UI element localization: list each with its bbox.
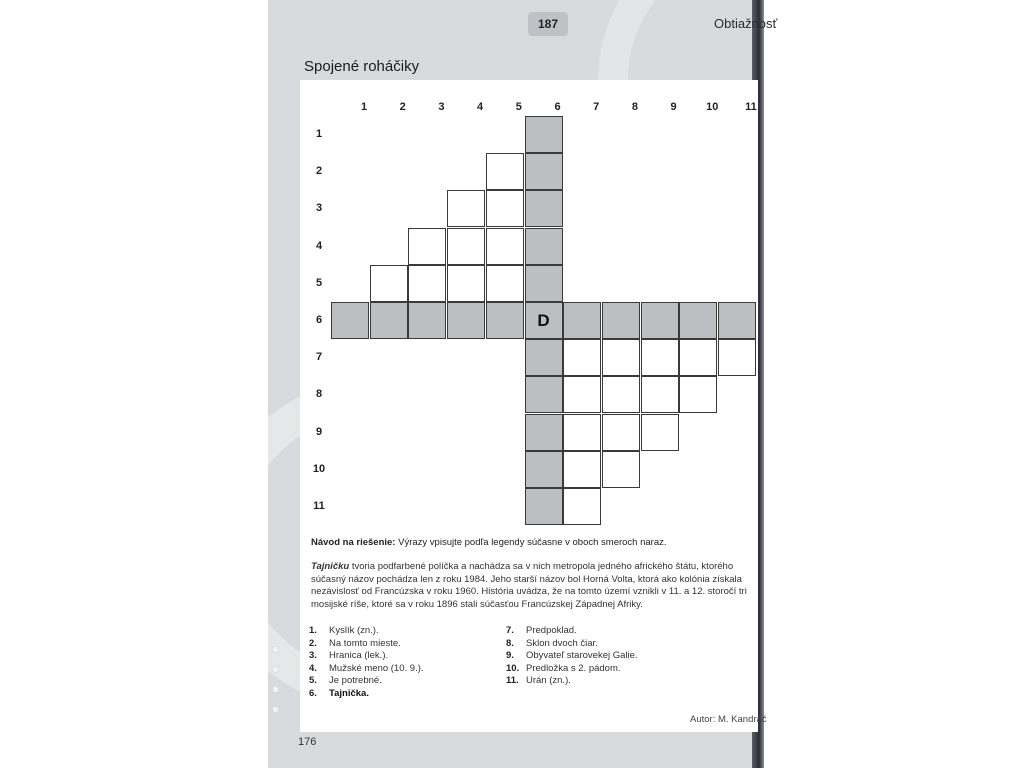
grid-cell[interactable] [679,339,717,376]
column-number: 1 [360,101,368,113]
clue-item [506,625,577,637]
clue-number: 5. [309,675,317,687]
binder-hole [272,686,279,693]
clue-item [506,650,638,662]
difficulty-label: Obtiažnosť [714,16,778,31]
clue-text: Je potrebné. [329,675,382,687]
grid-cell-secret[interactable] [718,302,756,339]
grid-cell[interactable] [602,451,640,488]
grid-cell-secret[interactable] [486,302,524,339]
author-credit: Autor: M. Kandráč [690,714,767,725]
row-number: 8 [315,388,323,401]
grid-cell[interactable] [563,451,601,488]
grid-cell[interactable] [563,414,601,451]
clue-number: 2. [309,637,317,649]
clue-item [309,675,382,687]
grid-cell-given-letter[interactable]: D [525,302,563,339]
clue-text: Predpoklad. [526,625,577,636]
clue-number: 10. [506,662,520,674]
clue-number: 1. [309,625,317,636]
clue-text: Kyslík (zn.). [329,625,379,636]
grid-cell[interactable] [563,376,601,413]
clue-number: 4. [309,662,317,674]
grid-cell[interactable] [486,190,524,227]
left-background [0,0,268,768]
grid-cell[interactable] [408,265,446,302]
grid-cell[interactable] [447,228,485,265]
grid-cell-secret[interactable] [679,302,717,339]
grid-cell-secret[interactable] [525,190,563,227]
grid-cell-secret[interactable] [525,265,563,302]
clue-number: 6. [309,688,317,699]
secret-text: tvoria podfarbené políčka a nachádza sa v nich metropola jedného afrického štátu, ktorého súčasný názov pochádza len z roku 1984. Jeho starší názov bol Horná Volta, ktorá ako kolónia získala nezávislosť od Francúzska v roku 1960. História uvádza, že na tomto území vznikli v 11. a 12. storočí tri mosijské ríše, ktoré sa v roku 1896 stali súčasťou Francúzskej Západnej Afriky. [311,561,747,610]
clue-number: 11. [506,675,519,687]
grid-cell[interactable] [641,376,679,413]
grid-cell-secret[interactable] [525,414,563,451]
puzzle-title: Spojené roháčiky [304,58,420,75]
grid-cell[interactable] [486,265,524,302]
grid-cell-secret[interactable] [447,302,485,339]
puzzle-number-badge: 187 [528,12,568,36]
grid-cell-secret[interactable] [370,302,408,339]
secret-lead: Tajničku [311,561,350,572]
clue-number: 9. [506,650,514,662]
grid-cell-secret[interactable] [525,228,563,265]
instructions-text: Výrazy vpisujte podľa legendy súčasne v oboch smeroch naraz. [395,537,667,548]
binder-hole [272,646,279,653]
column-number: 10 [706,101,719,113]
column-number: 3 [438,101,445,113]
right-background [760,0,1024,768]
grid-cell-secret[interactable] [525,153,563,190]
row-number: 1 [315,128,323,140]
grid-cell[interactable] [370,265,408,302]
row-number: 7 [315,351,323,364]
grid-cell[interactable] [641,339,679,376]
grid-cell[interactable] [679,376,717,413]
grid-cell[interactable] [602,414,640,451]
clue-item [309,663,424,675]
grid-cell-secret[interactable] [525,339,563,376]
grid-cell[interactable] [602,376,640,413]
clue-item [309,688,369,700]
column-number: 6 [554,101,561,113]
column-number: 9 [670,101,677,113]
column-number: 4 [477,101,484,113]
grid-cell-secret[interactable] [602,302,640,339]
row-number: 9 [315,425,323,438]
clue-text: Predložka s 2. pádom. [526,662,621,674]
column-number: 7 [593,101,600,113]
grid-cell[interactable] [447,265,485,302]
clue-text: Mužské meno (10. 9.). [329,662,424,674]
clue-item [506,638,598,650]
row-number: 6 [315,314,323,326]
secret-description [311,561,758,611]
row-number: 2 [315,165,323,178]
grid-cell-secret[interactable] [641,302,679,339]
clue-number: 3. [309,650,317,662]
clue-text: Hranica (lek.). [329,650,389,662]
clue-item [309,625,379,637]
row-number: 5 [315,276,323,289]
clue-text: Sklon dvoch čiar. [526,637,598,649]
clue-text: Urán (zn.). [526,675,571,687]
column-number: 8 [631,101,638,113]
clue-item [309,650,388,662]
grid-cell-secret[interactable] [525,451,563,488]
row-number: 11 [313,500,325,512]
page-number: 176 [298,736,317,748]
grid-cell[interactable] [408,228,446,265]
binder-hole [272,706,279,713]
grid-cell[interactable] [447,190,485,227]
grid-cell[interactable] [563,488,601,525]
grid-cell[interactable] [718,339,756,376]
clue-text: Obyvateľ starovekej Galie. [526,650,638,662]
row-number: 4 [315,239,323,252]
grid-cell-secret[interactable] [408,302,446,339]
instructions [311,537,756,548]
grid-cell-secret[interactable] [563,302,601,339]
clue-item [506,675,571,687]
column-number: 11 [745,101,757,113]
grid-cell[interactable] [641,414,679,451]
clue-text: Na tomto mieste. [329,637,401,649]
grid-cell[interactable] [602,339,640,376]
clue-item [506,663,621,675]
row-number: 10 [312,462,326,475]
grid-cell-secret[interactable] [525,116,563,153]
grid-cell[interactable] [486,228,524,265]
grid-cell-secret[interactable] [525,488,563,525]
clue-text: Tajnička. [329,688,369,699]
column-number: 2 [399,101,406,113]
grid-cell[interactable] [486,153,524,190]
clue-number: 8. [506,637,514,649]
clue-item [309,638,401,650]
clue-number: 7. [506,625,514,636]
grid-cell[interactable] [563,339,601,376]
row-number: 3 [315,202,323,215]
instructions-label: Návod na riešenie: [311,537,396,548]
grid-cell-secret[interactable] [525,376,563,413]
column-number: 5 [515,101,522,113]
grid-cell-secret[interactable] [331,302,369,339]
binder-hole [272,666,279,673]
